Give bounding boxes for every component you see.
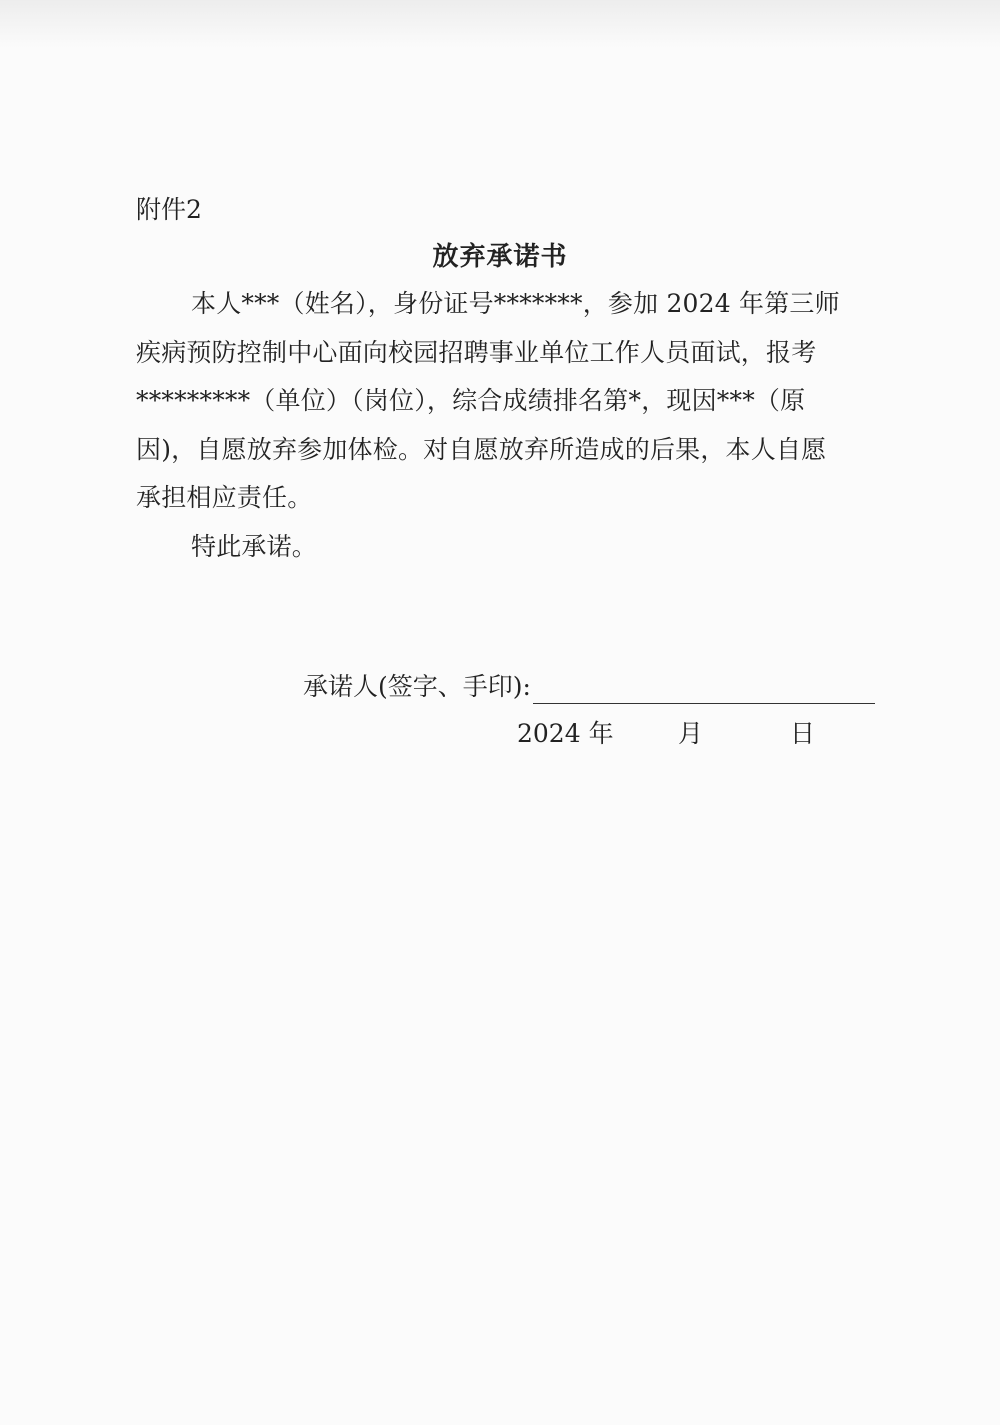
closing-statement: 特此承诺。: [191, 532, 318, 561]
signature-line: [533, 674, 875, 704]
attachment-label: 附件2: [136, 195, 202, 224]
body-line-2: 疾病预防控制中心面向校园招聘事业单位工作人员面试，报考: [136, 338, 817, 367]
signature-label: 承诺人(签字、手印):: [303, 672, 531, 701]
document-title: 放弃承诺书: [432, 242, 568, 272]
date-month: 月: [678, 719, 704, 748]
date-year: 2024 年: [517, 719, 614, 748]
body-line-4: 因)，自愿放弃参加体检。对自愿放弃所造成的后果，本人自愿: [136, 435, 827, 464]
body-line-3: *********（单位）（岗位），综合成绩排名第*，现因***（原: [136, 386, 806, 415]
body-line-5: 承担相应责任。: [136, 483, 313, 512]
body-line-1: 本人***（姓名），身份证号*******，参加 2024 年第三师: [191, 289, 840, 318]
signature-row: [303, 670, 875, 704]
date-day: 日: [790, 719, 816, 748]
